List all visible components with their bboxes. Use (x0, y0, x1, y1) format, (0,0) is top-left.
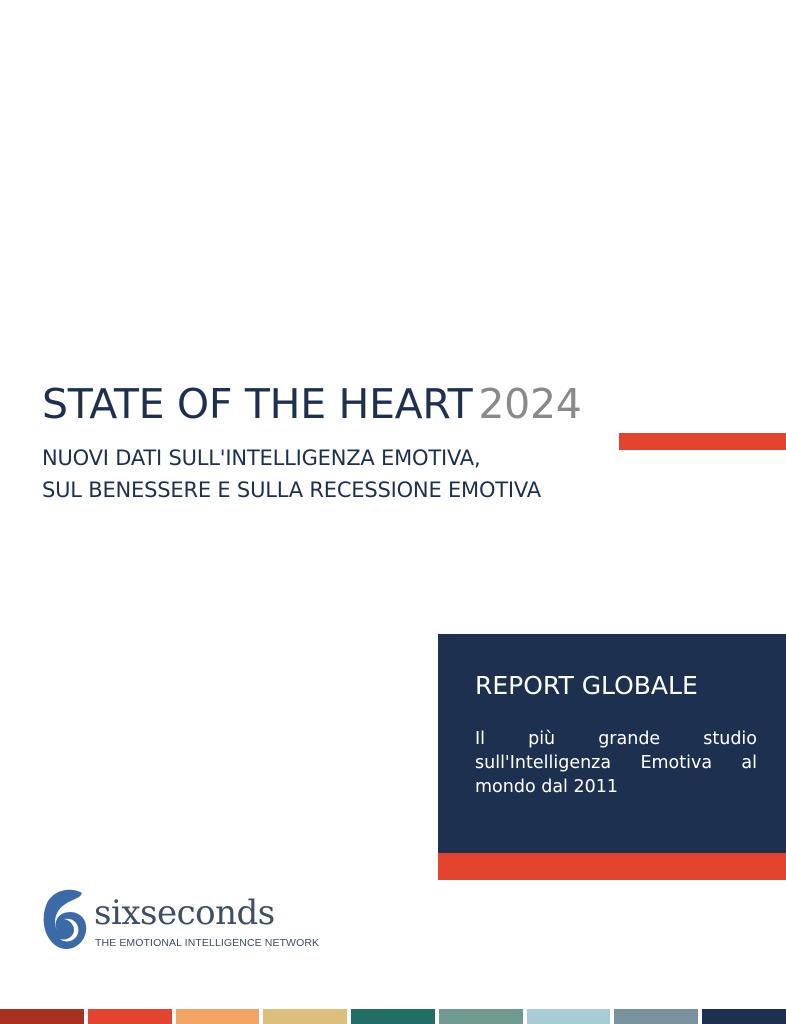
report-box-accent-bar (438, 853, 786, 880)
color-strip-segment-6 (439, 1009, 523, 1024)
logo-name: sixseconds (94, 893, 275, 933)
subtitle-line-2: SUL BENESSERE E SULLA RECESSIONE EMOTIVA (42, 478, 541, 502)
color-strip-segment-5 (351, 1009, 435, 1024)
title-year: 2024 (478, 380, 582, 428)
sixseconds-logo-mark-icon (42, 889, 88, 951)
subtitle (42, 442, 541, 506)
color-strip-segment-9 (702, 1009, 786, 1024)
main-title (42, 378, 582, 430)
color-strip-segment-3 (176, 1009, 260, 1024)
report-box (438, 634, 786, 853)
logo-tagline: THE EMOTIONAL INTELLIGENCE NETWORK (95, 937, 320, 949)
title-accent-bar (619, 433, 786, 450)
color-strip-segment-1 (0, 1009, 84, 1024)
title-text: STATE OF THE HEART (42, 380, 473, 428)
color-strip-segment-8 (614, 1009, 698, 1024)
color-strip-segment-7 (527, 1009, 611, 1024)
subtitle-line-1: NUOVI DATI SULL'INTELLIGENZA EMOTIVA, (42, 446, 481, 470)
color-strip-segment-2 (88, 1009, 172, 1024)
color-strip (0, 1009, 786, 1024)
report-description: Il più grande studio sull'Intelligenza Emotiva al mondo dal 2011 (475, 729, 757, 797)
color-strip-segment-4 (263, 1009, 347, 1024)
report-title: REPORT GLOBALE (475, 671, 698, 700)
